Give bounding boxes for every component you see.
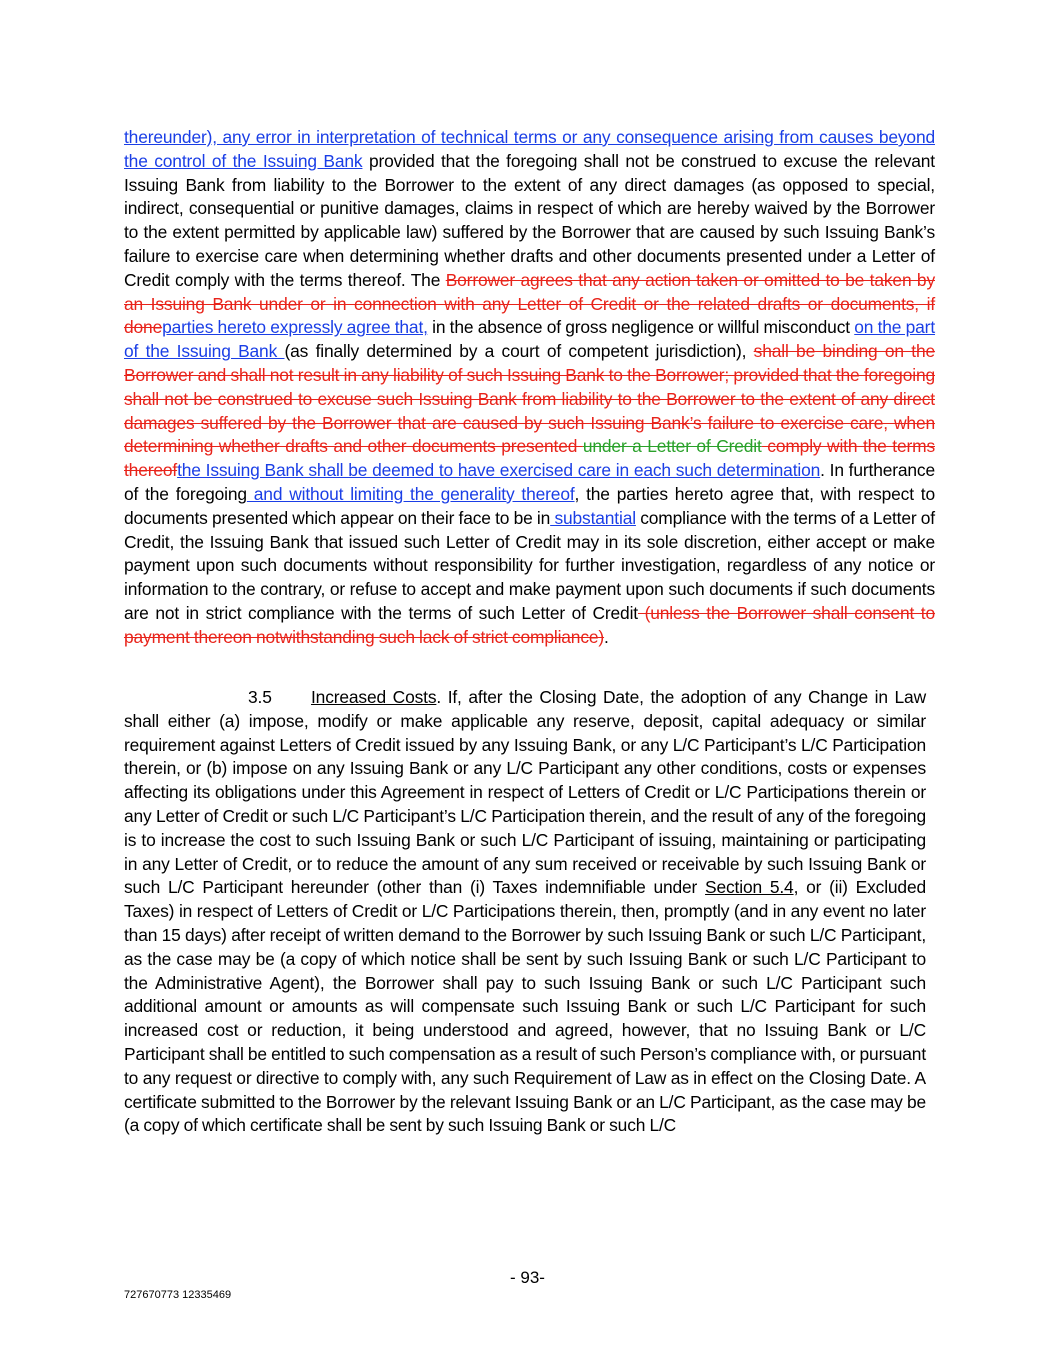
body-text: . In furtherance of the foregoing [124,460,935,504]
paragraph-indemnity-continued [124,126,935,650]
moved-text: under a Letter of Credit [582,436,762,457]
inserted-text: substantial [550,507,636,528]
page-number: - 93- [510,1268,545,1287]
body-text: . If, after the Closing Date, the adoption of any Change in Law shall either (a) impose, modify or make applicable any reserve, deposit, capital adequacy or similar requirement against Letters of Credit issued by any Issuing Bank, or any L/C Participant’s L/C Participation therein, or (b) impose on any Issuing Bank or any L/C Participant any other conditions, costs or expenses affecting its obligations under this Agreement in respect of Letters of Credit or L/C Participations therein or any Letter of Credit or such L/C Participant’s L/C Participation therein, and the result of any of the foregoing is to increase the cost to such Issuing Bank or such L/C Participant of issuing, maintaining or participating in any Letter of Credit, or to reduce the amount of any sum received or receivable by such Issuing Bank or such L/C Participant hereunder (other than (i) Taxes indemnifiable under [124,687,926,898]
body-text: . [604,626,609,647]
inserted-text: and without limiting the generality thereof [246,483,575,504]
section-number: 3.5 [248,687,272,707]
body-text: , or (ii) Excluded Taxes) in respect of Letters of Credit or L/C Participations therein, then, promptly (and in any event no later than 15 days) after receipt of written demand to the Borrower by such Issuing Bank or such L/C Participant, as the case may be (a copy of which notice shall be sent by such Issuing Bank or such L/C Participant to the Administrative Agent), the Borrower shall pay to such Issuing Bank or such L/C Participant such additional amount or amounts as will compensate such Issuing Bank or such L/C Participant for such increased cost or reduction, it being understood and agreed, however, that no Issuing Bank or L/C Participant shall be entitled to such compensation as a result of such Person’s compliance with, or pursuant to any request or directive to comply with, any such Requirement of Law as in effect on the Closing Date. A certificate submitted to the Borrower by the relevant Issuing Bank or an L/C Participant, as the case may be (a copy of which certificate shall be sent by such Issuing Bank or such L/C [124,877,926,1136]
body-text: , the parties hereto agree that, with respect to documents presented which appear on their face to be in [124,483,935,528]
deleted-text: comply with the terms thereof [124,436,935,481]
deleted-text: (unless the Borrower shall consent to payment thereon notwithstanding such lack of strict compliance) [124,602,935,647]
inserted-text: parties hereto expressly agree that, [162,317,428,338]
inserted-text: the Issuing Bank shall be deemed to have exercised care in each such determination [177,460,821,481]
body-text: provided that the foregoing shall not be construed to excuse the relevant Issuing Bank from liability to the Borrower to the extent of any direct damages (as opposed to special, indirect, consequential or punitive damages, claims in respect of which are hereby waived by the Borrower to the extent permitted by applicable law) suffered by the Borrower that are caused by such Issuing Bank’s failure to exercise care when determining whether drafts and other documents presented under a Letter of Credit comply with the terms thereof. The [124,150,935,290]
body-text: (as finally determined by a court of competent jurisdiction), [284,341,754,362]
section-heading: Increased Costs [311,687,437,707]
section-reference-link[interactable]: Section 5.4 [705,877,794,898]
deleted-text: Borrower agrees that any action taken or omitted to be taken by an Issuing Bank under or in connection with any Letter of Credit or the related drafts or documents, if done [124,269,935,338]
inserted-text: on the part of the Issuing Bank [124,317,936,362]
body-text: in the absence of gross negligence or willful misconduct [427,317,855,338]
inserted-text: thereunder), any error in interpretation of technical terms or any consequence arising from causes beyond the control of the Issuing Bank [124,127,935,171]
document-id: 727670773 12335469 [124,1289,232,1301]
deleted-text: shall be binding on the Borrower and shall not result in any liability of such Issuing Bank to the Borrower; provided that the foregoing shall not be construed to excuse such Issuing Bank from liability to the Borrower to the extent of any direct damages suffered by the Borrower that are caused by such Issuing Bank’s failure to exercise care, when determining whether drafts and other documents presented [124,341,936,457]
section-3-5-increased-costs [124,686,926,1138]
body-text: compliance with the terms of a Letter of Credit, the Issuing Bank that issued such Letter of Credit may in its sole discretion, either accept or make payment upon such documents without responsibility for further investigation, regardless of any notice or information to the contrary, or refuse to accept and make payment upon such documents if such documents are not in strict compliance with the terms of such Letter of Credit [124,507,935,623]
